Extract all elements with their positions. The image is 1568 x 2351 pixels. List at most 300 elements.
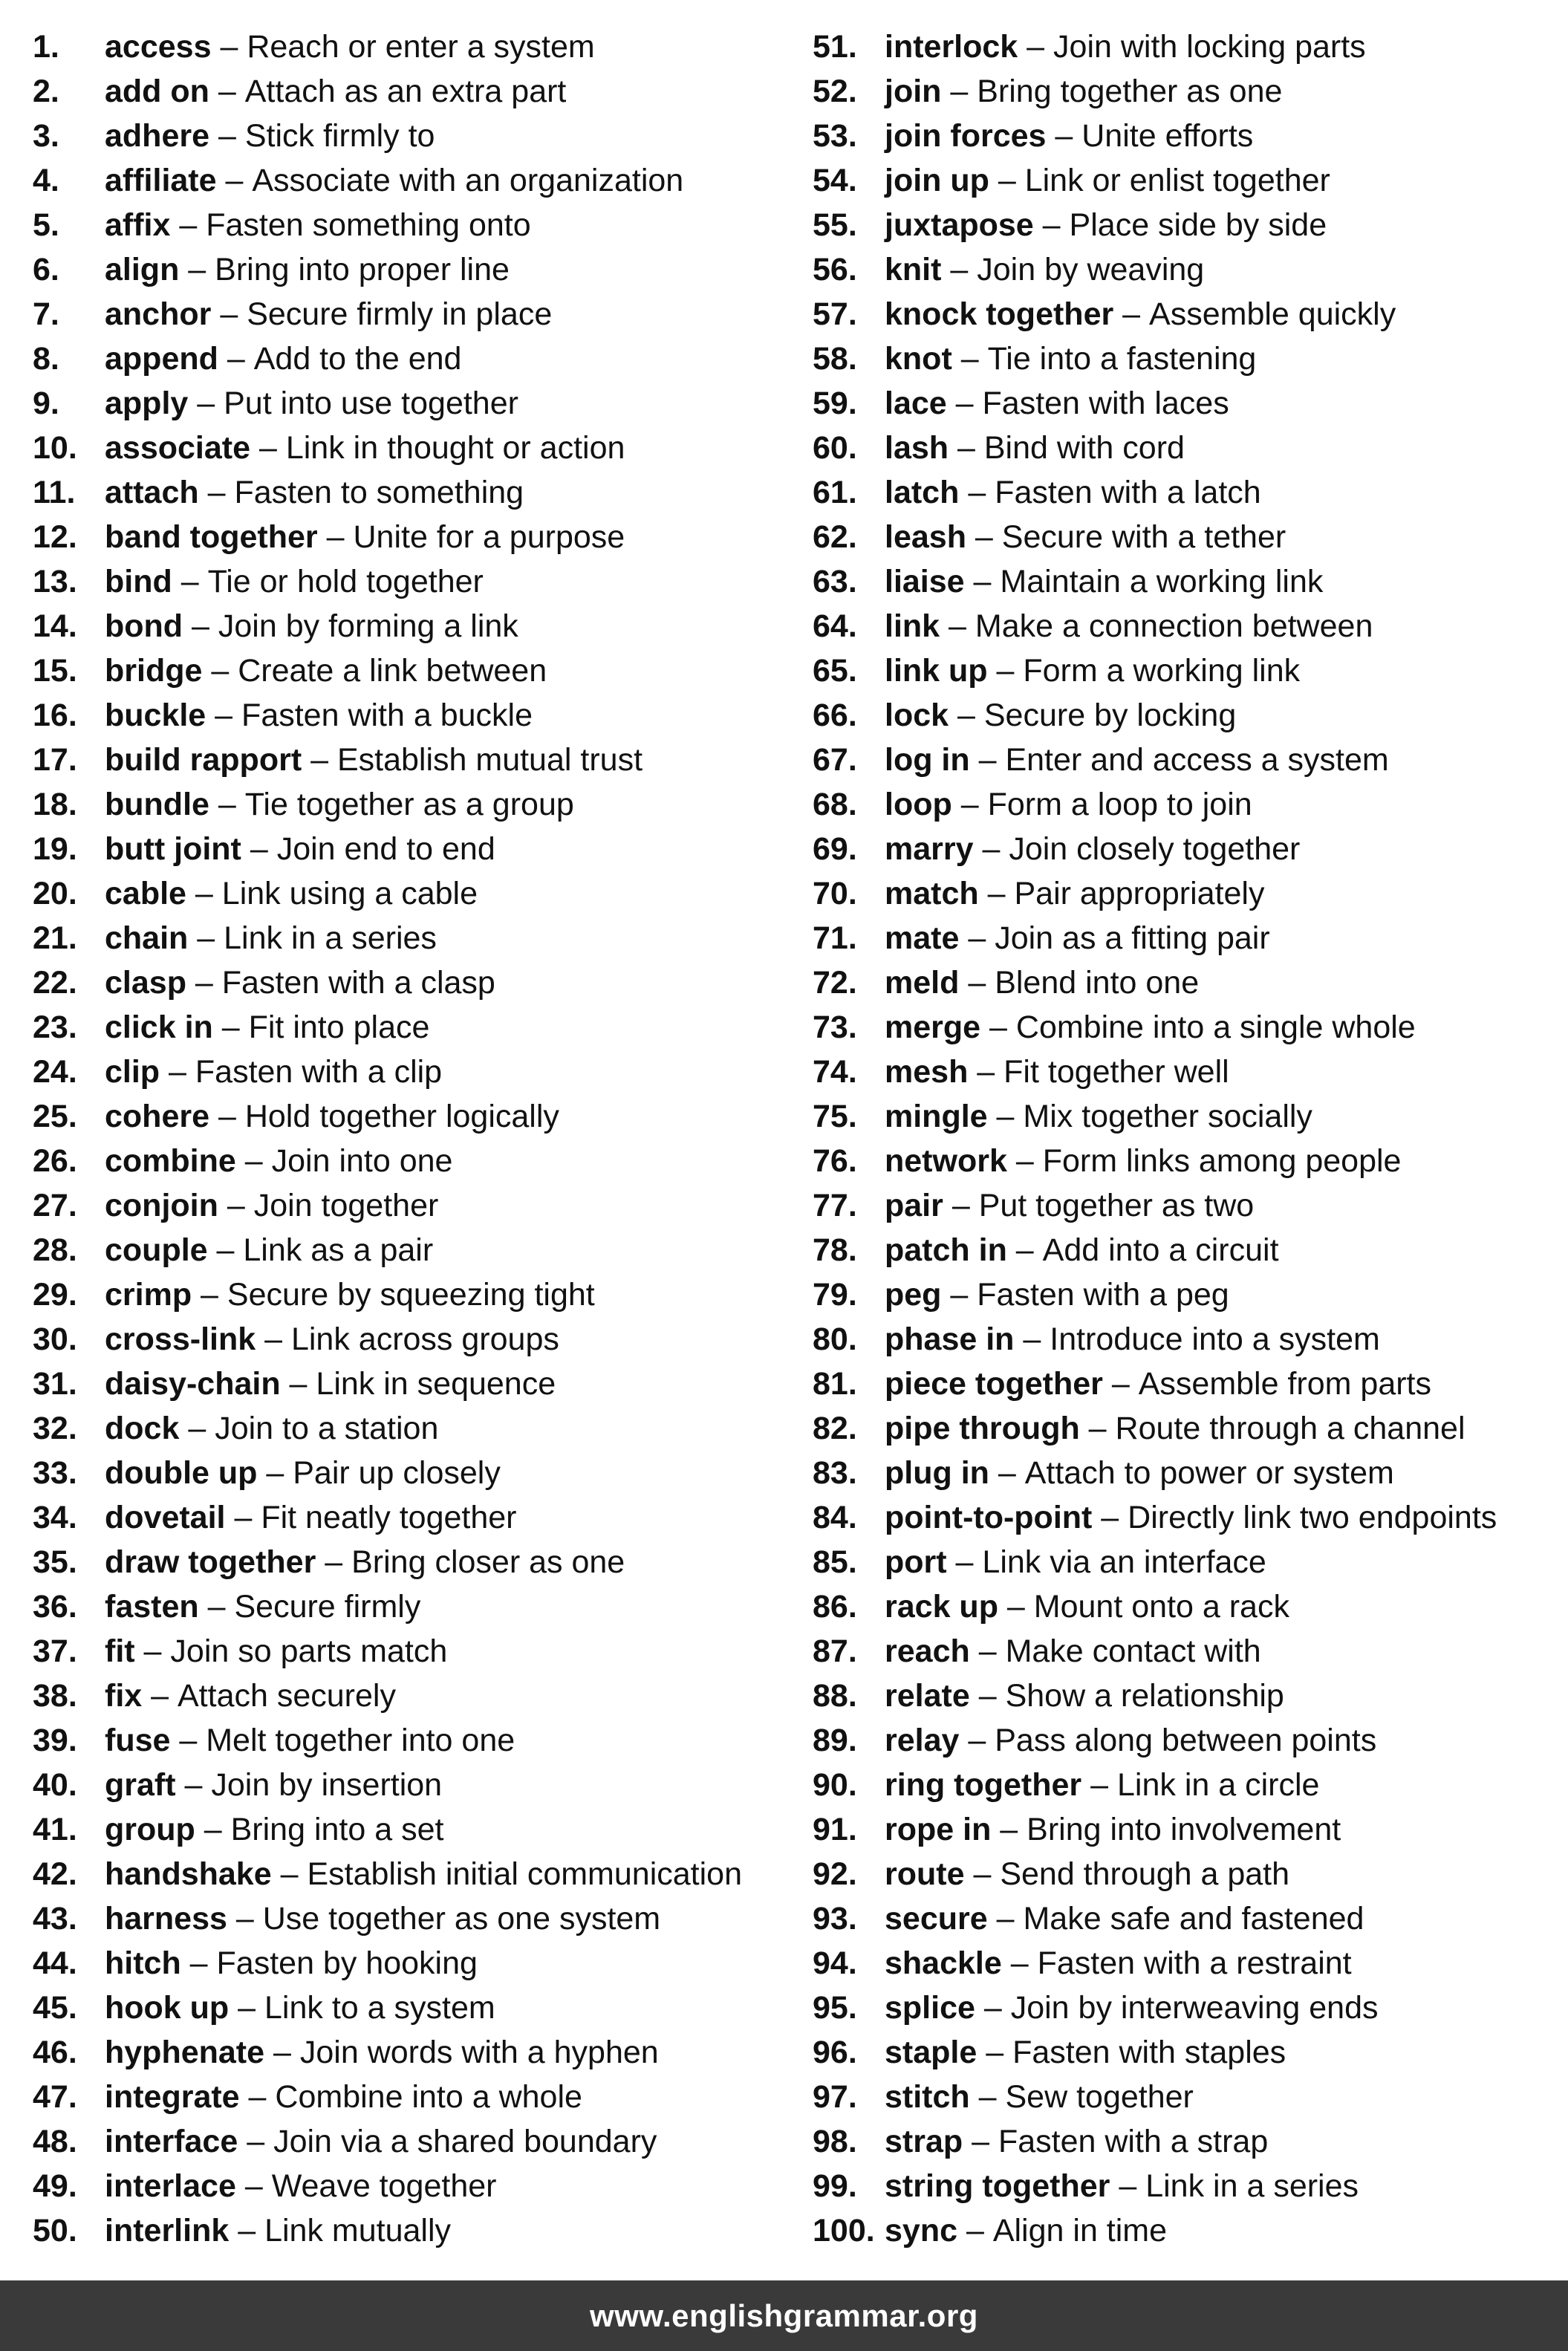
list-item <box>33 2162 790 2206</box>
entry-term: relay <box>885 1723 960 1758</box>
entry-number: 30. <box>33 1321 77 1357</box>
entry-separator: – <box>317 519 354 555</box>
entry-term: pair <box>885 1188 943 1223</box>
entry-term: phase in <box>885 1321 1015 1357</box>
entry-term: band together <box>105 519 318 555</box>
entry-definition: Fasten with a clip <box>195 1054 443 1090</box>
entry-term: bond <box>105 608 183 644</box>
entry-term: couple <box>105 1232 208 1268</box>
list-item <box>813 1627 1555 1671</box>
entry-number: 43. <box>33 1901 77 1937</box>
list-item <box>813 691 1555 735</box>
entry-separator: – <box>951 787 988 822</box>
footer-bar <box>0 2280 1568 2351</box>
list-item <box>33 735 790 780</box>
entry-separator: – <box>229 2213 265 2248</box>
entry-separator: – <box>1110 2168 1146 2204</box>
entry-separator: – <box>218 341 254 377</box>
entry-number: 59. <box>813 386 857 421</box>
entry-number: 51. <box>813 29 857 65</box>
entry-number: 87. <box>813 1633 857 1669</box>
entry-number: 17. <box>33 742 77 778</box>
entry-definition: Pair up closely <box>293 1455 501 1491</box>
entry-number: 94. <box>813 1945 857 1981</box>
entry-definition: Bring closer as one <box>351 1544 625 1580</box>
entry-number: 64. <box>813 608 857 644</box>
entry-number: 63. <box>813 564 857 599</box>
entry-term: anchor <box>105 296 212 332</box>
list-item <box>813 1582 1555 1627</box>
entry-separator: – <box>1046 118 1082 154</box>
entry-term: cable <box>105 876 186 911</box>
entry-separator: – <box>186 965 222 1001</box>
entry-number: 73. <box>813 1009 857 1045</box>
entry-number: 14. <box>33 608 77 644</box>
list-item <box>813 156 1555 201</box>
list-item <box>33 1671 790 1716</box>
list-item <box>813 2162 1555 2206</box>
entry-number: 27. <box>33 1188 77 1223</box>
list-item <box>33 1092 790 1137</box>
entry-term: buckle <box>105 698 206 733</box>
entry-definition: Send through a path <box>1000 1856 1290 1892</box>
entry-definition: Fasten with a clasp <box>221 965 495 1001</box>
list-item <box>813 334 1555 379</box>
entry-separator: – <box>302 742 337 778</box>
entry-separator: – <box>198 1589 235 1625</box>
entry-term: pipe through <box>885 1411 1080 1446</box>
entry-number: 29. <box>33 1277 77 1313</box>
entry-definition: Make safe and fastened <box>1023 1901 1364 1937</box>
entry-number: 37. <box>33 1633 77 1669</box>
word-list-right-column <box>813 22 1555 2251</box>
entry-separator: – <box>949 698 984 733</box>
entry-number: 16. <box>33 698 77 733</box>
entry-definition: Join closely together <box>1009 831 1301 867</box>
entry-separator: – <box>198 475 235 510</box>
entry-definition: Tie into a fastening <box>987 341 1257 377</box>
entry-number: 19. <box>33 831 77 867</box>
entry-term: butt joint <box>105 831 241 867</box>
entry-definition: Fasten with staples <box>1012 2035 1286 2070</box>
entry-definition: Attach as an extra part <box>244 74 567 109</box>
entry-number: 89. <box>813 1723 857 1758</box>
list-item <box>33 691 790 735</box>
entry-separator: – <box>963 2124 998 2159</box>
entry-term: splice <box>885 1990 975 2026</box>
list-item <box>813 2117 1555 2162</box>
entry-number: 78. <box>813 1232 857 1268</box>
list-item <box>33 1760 790 1805</box>
entry-separator: – <box>946 386 983 421</box>
entry-number: 81. <box>813 1366 857 1402</box>
list-item <box>813 67 1555 111</box>
entry-separator: – <box>969 2079 1006 2115</box>
entry-definition: Link or enlist together <box>1024 163 1330 198</box>
entry-term: knock together <box>885 296 1114 332</box>
entry-term: dovetail <box>105 1500 226 1535</box>
list-item <box>813 1671 1555 1716</box>
list-item <box>33 1315 790 1359</box>
list-item <box>813 1047 1555 1092</box>
list-item <box>813 1404 1555 1448</box>
entry-number: 79. <box>813 1277 857 1313</box>
entry-term: route <box>885 1856 965 1892</box>
entry-definition: Show a relationship <box>1005 1678 1284 1714</box>
entry-number: 35. <box>33 1544 77 1580</box>
entry-separator: – <box>170 207 206 243</box>
entry-term: handshake <box>105 1856 272 1892</box>
entry-number: 24. <box>33 1054 77 1090</box>
entry-term: lock <box>885 698 949 733</box>
entry-separator: – <box>195 1812 231 1847</box>
entry-term: chain <box>105 920 189 956</box>
entry-number: 10. <box>33 430 77 466</box>
list-item <box>33 2206 790 2251</box>
entry-separator: – <box>280 1366 316 1402</box>
entry-number: 50. <box>33 2213 77 2248</box>
entry-term: conjoin <box>105 1188 218 1223</box>
entry-number: 96. <box>813 2035 857 2070</box>
entry-number: 41. <box>33 1812 77 1847</box>
entry-number: 98. <box>813 2124 857 2159</box>
list-item <box>813 1359 1555 1404</box>
entry-separator: – <box>1079 1411 1116 1446</box>
entry-separator: – <box>1014 1321 1050 1357</box>
entry-number: 55. <box>813 207 857 243</box>
entry-number: 97. <box>813 2079 857 2115</box>
list-item <box>33 2117 790 2162</box>
entry-separator: – <box>943 1188 979 1223</box>
entry-term: fasten <box>105 1589 199 1625</box>
entry-number: 45. <box>33 1990 77 2026</box>
entry-number: 6. <box>33 252 59 287</box>
entry-definition: Use together as one system <box>262 1901 661 1937</box>
entry-term: double up <box>105 1455 258 1491</box>
entry-separator: – <box>170 1723 206 1758</box>
entry-term: rack up <box>885 1589 998 1625</box>
list-item <box>33 67 790 111</box>
entry-number: 84. <box>813 1500 857 1535</box>
entry-term: staple <box>885 2035 977 2070</box>
list-item <box>33 468 790 513</box>
entry-separator: – <box>968 1054 1004 1090</box>
entry-separator: – <box>946 1544 983 1580</box>
entry-term: append <box>105 341 218 377</box>
entry-term: knot <box>885 341 952 377</box>
list-item <box>33 1939 790 1983</box>
list-item <box>813 290 1555 334</box>
entry-number: 61. <box>813 475 857 510</box>
entry-number: 53. <box>813 118 857 154</box>
list-item <box>33 1493 790 1538</box>
entry-separator: – <box>235 2168 272 2204</box>
entry-number: 9. <box>33 386 59 421</box>
entry-definition: Bind with cord <box>983 430 1185 466</box>
entry-term: harness <box>105 1901 227 1937</box>
entry-term: strap <box>885 2124 963 2159</box>
entry-separator: – <box>1033 207 1070 243</box>
list-item <box>813 602 1555 646</box>
entry-term: liaise <box>885 564 965 599</box>
entry-term: interlace <box>105 2168 236 2204</box>
list-item <box>813 825 1555 869</box>
entry-definition: Fasten with a peg <box>977 1277 1229 1313</box>
entry-separator: – <box>225 1500 261 1535</box>
list-item <box>33 513 790 557</box>
entry-number: 77. <box>813 1188 857 1223</box>
entry-definition: Route through a channel <box>1115 1411 1465 1446</box>
entry-definition: Bring together as one <box>977 74 1283 109</box>
entry-number: 8. <box>33 341 59 377</box>
entry-separator: – <box>940 608 975 644</box>
entry-definition: Combine into a single whole <box>1015 1009 1416 1045</box>
entry-term: fix <box>105 1678 143 1714</box>
list-item <box>813 1181 1555 1226</box>
entry-number: 18. <box>33 787 77 822</box>
entry-term: fuse <box>105 1723 171 1758</box>
entry-separator: – <box>1006 1143 1043 1179</box>
entry-definition: Weave together <box>271 2168 497 2204</box>
entry-separator: – <box>229 1990 265 2026</box>
list-item <box>813 914 1555 958</box>
entry-separator: – <box>987 653 1024 689</box>
entry-number: 67. <box>813 742 857 778</box>
entry-separator: – <box>192 1277 227 1313</box>
entry-definition: Attach securely <box>178 1678 396 1714</box>
entry-separator: – <box>160 1054 195 1090</box>
entry-separator: – <box>969 742 1006 778</box>
entry-definition: Link in thought or action <box>285 430 625 466</box>
entry-number: 11. <box>33 475 76 510</box>
entry-number: 12. <box>33 519 77 555</box>
entry-definition: Align in time <box>992 2213 1168 2248</box>
list-item <box>33 245 790 290</box>
entry-number: 100. <box>813 2213 875 2248</box>
footer-url[interactable]: www.englishgrammar.org <box>590 2298 978 2333</box>
list-item <box>813 2028 1555 2072</box>
entry-number: 44. <box>33 1945 77 1981</box>
list-item <box>813 780 1555 825</box>
entry-separator: – <box>179 252 215 287</box>
entry-separator: – <box>179 1411 215 1446</box>
entry-term: mingle <box>885 1099 988 1134</box>
list-item <box>813 1493 1555 1538</box>
entry-definition: Fasten with laces <box>982 386 1229 421</box>
entry-term: rope in <box>885 1812 992 1847</box>
entry-term: hitch <box>105 1945 181 1981</box>
list-item <box>33 1983 790 2028</box>
entry-term: port <box>885 1544 947 1580</box>
entry-number: 32. <box>33 1411 77 1446</box>
entry-term: lace <box>885 386 947 421</box>
entry-number: 75. <box>813 1099 857 1134</box>
list-item <box>33 1448 790 1493</box>
entry-separator: – <box>987 1901 1024 1937</box>
list-item <box>33 2028 790 2072</box>
entry-term: piece together <box>885 1366 1103 1402</box>
entry-definition: Fit together well <box>1003 1054 1229 1090</box>
entry-term: network <box>885 1143 1007 1179</box>
entry-term: interlock <box>885 29 1018 65</box>
entry-term: latch <box>885 475 960 510</box>
entry-term: join forces <box>885 118 1047 154</box>
entry-number: 56. <box>813 252 857 287</box>
list-item <box>33 111 790 156</box>
entry-separator: – <box>175 1767 212 1803</box>
entry-number: 83. <box>813 1455 857 1491</box>
entry-definition: Join via a shared boundary <box>273 2124 657 2159</box>
entry-term: build rapport <box>105 742 302 778</box>
entry-term: stitch <box>885 2079 970 2115</box>
entry-definition: Sew together <box>1005 2079 1194 2115</box>
entry-definition: Add to the end <box>253 341 462 377</box>
entry-separator: – <box>211 296 247 332</box>
entry-term: cross-link <box>105 1321 256 1357</box>
entry-definition: Fasten with a strap <box>998 2124 1269 2159</box>
entry-term: bundle <box>105 787 209 822</box>
entry-definition: Secure firmly in place <box>247 296 553 332</box>
entry-separator: – <box>1001 1945 1038 1981</box>
entry-number: 80. <box>813 1321 857 1357</box>
entry-separator: – <box>188 386 224 421</box>
entry-definition: Mix together socially <box>1023 1099 1312 1134</box>
list-item <box>813 1939 1555 1983</box>
list-item <box>813 557 1555 602</box>
list-item <box>813 735 1555 780</box>
entry-term: clip <box>105 1054 160 1090</box>
entry-separator: – <box>941 1277 977 1313</box>
entry-definition: Link to a system <box>264 1990 495 2026</box>
entry-number: 68. <box>813 787 857 822</box>
entry-definition: Link across groups <box>290 1321 559 1357</box>
entry-number: 86. <box>813 1589 857 1625</box>
entry-definition: Join with locking parts <box>1053 29 1366 65</box>
entry-number: 72. <box>813 965 857 1001</box>
entry-definition: Fasten with a buckle <box>241 698 533 733</box>
entry-definition: Form links among people <box>1042 1143 1402 1179</box>
entry-definition: Establish initial communication <box>307 1856 742 1892</box>
entry-definition: Assemble quickly <box>1149 296 1396 332</box>
entry-separator: – <box>975 1990 1011 2026</box>
entry-term: marry <box>885 831 974 867</box>
entry-separator: – <box>941 252 977 287</box>
entry-definition: Secure firmly <box>234 1589 421 1625</box>
entry-term: hyphenate <box>105 2035 265 2070</box>
entry-definition: Create a link between <box>238 653 547 689</box>
entry-term: log in <box>885 742 970 778</box>
entry-separator: – <box>949 430 984 466</box>
entry-definition: Link in sequence <box>316 1366 556 1402</box>
entry-definition: Introduce into a system <box>1050 1321 1380 1357</box>
entry-number: 22. <box>33 965 77 1001</box>
entry-term: knit <box>885 252 942 287</box>
entry-term: point-to-point <box>885 1500 1093 1535</box>
entry-number: 93. <box>813 1901 857 1937</box>
entry-term: meld <box>885 965 960 1001</box>
entry-definition: Join to a station <box>215 1411 439 1446</box>
entry-separator: – <box>978 876 1015 911</box>
entry-number: 7. <box>33 296 59 332</box>
entry-definition: Place side by side <box>1069 207 1327 243</box>
list-item <box>813 1894 1555 1939</box>
list-item <box>813 1538 1555 1582</box>
list-item <box>33 1003 790 1047</box>
entry-definition: Directly link two endpoints <box>1128 1500 1497 1535</box>
entry-definition: Add into a circuit <box>1042 1232 1279 1268</box>
list-item <box>33 557 790 602</box>
entry-definition: Pass along between points <box>995 1723 1377 1758</box>
entry-separator: – <box>209 118 245 154</box>
entry-number: 99. <box>813 2168 857 2204</box>
entry-separator: – <box>959 920 995 956</box>
entry-number: 71. <box>813 920 857 956</box>
entry-number: 3. <box>33 118 59 154</box>
list-item <box>813 1983 1555 2028</box>
entry-separator: – <box>239 2079 276 2115</box>
entry-definition: Tie together as a group <box>244 787 574 822</box>
list-item <box>33 1627 790 1671</box>
list-item <box>33 1850 790 1894</box>
list-item <box>33 1538 790 1582</box>
entry-separator: – <box>180 1945 217 1981</box>
entry-number: 38. <box>33 1678 77 1714</box>
list-item <box>813 1805 1555 1850</box>
entry-term: graft <box>105 1767 176 1803</box>
list-item <box>33 914 790 958</box>
entry-separator: – <box>209 787 245 822</box>
entry-separator: – <box>964 564 1001 599</box>
entry-definition: Join by weaving <box>977 252 1205 287</box>
entry-term: join <box>885 74 942 109</box>
entry-separator: – <box>1018 29 1054 65</box>
list-item <box>813 869 1555 914</box>
entry-term: daisy-chain <box>105 1366 281 1402</box>
entry-number: 49. <box>33 2168 77 2204</box>
entry-separator: – <box>973 831 1009 867</box>
entry-separator: – <box>991 1812 1027 1847</box>
entry-definition: Associate with an organization <box>252 163 684 198</box>
entry-separator: – <box>186 876 222 911</box>
list-item <box>813 1850 1555 1894</box>
entry-number: 88. <box>813 1678 857 1714</box>
entry-number: 26. <box>33 1143 77 1179</box>
entry-definition: Form a loop to join <box>987 787 1252 822</box>
entry-term: cohere <box>105 1099 210 1134</box>
entry-number: 20. <box>33 876 77 911</box>
list-item <box>813 1137 1555 1181</box>
entry-definition: Link as a pair <box>243 1232 434 1268</box>
list-item <box>33 1047 790 1092</box>
entry-number: 2. <box>33 74 59 109</box>
entry-separator: – <box>980 1009 1016 1045</box>
entry-term: link up <box>885 653 988 689</box>
entry-number: 46. <box>33 2035 77 2070</box>
entry-separator: – <box>241 831 277 867</box>
entry-separator: – <box>211 29 247 65</box>
entry-definition: Attach to power or system <box>1024 1455 1394 1491</box>
word-list-left-column <box>33 22 790 2251</box>
entry-definition: Stick firmly to <box>244 118 435 154</box>
entry-term: reach <box>885 1633 970 1669</box>
list-item <box>813 111 1555 156</box>
list-item <box>33 825 790 869</box>
entry-separator: – <box>209 1099 245 1134</box>
entry-separator: – <box>257 1455 293 1491</box>
entry-term: sync <box>885 2213 958 2248</box>
entry-number: 48. <box>33 2124 77 2159</box>
entry-term: add on <box>105 74 209 109</box>
